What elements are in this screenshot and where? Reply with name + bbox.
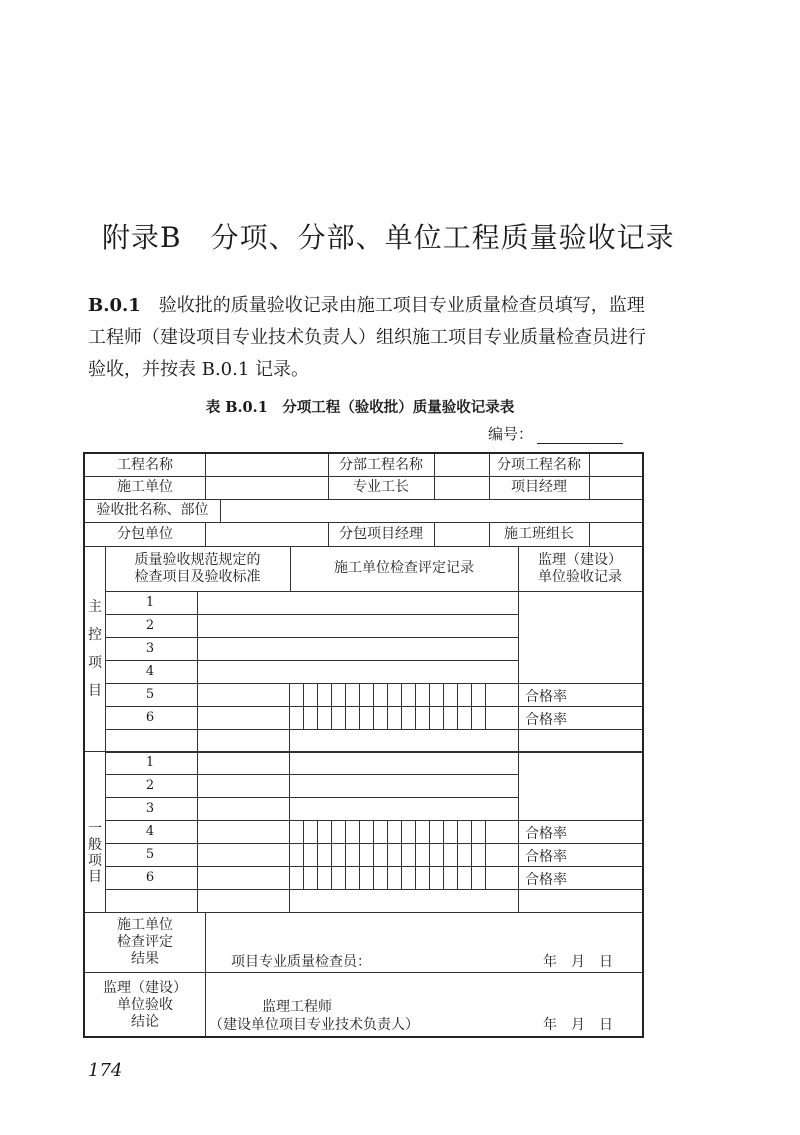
check-cell-divider [331, 706, 332, 729]
check-cell-divider [457, 866, 458, 889]
check-cell-divider [429, 820, 430, 843]
check-cell-divider [359, 683, 360, 706]
header-standard-line2: 检查项目及验收标准 [134, 568, 261, 585]
item-number: 6 [145, 870, 155, 885]
check-cell-divider [373, 820, 374, 843]
header-supervision-line2: 单位验收记录 [538, 568, 622, 585]
label-batch-name: 验收批名称、部位 [96, 502, 209, 518]
code-blank[interactable] [537, 429, 623, 444]
label-sub-manager: 分包项目经理 [339, 525, 423, 542]
item-number: 3 [145, 801, 155, 816]
pass-rate-label: 合格率 [525, 849, 567, 865]
paragraph [88, 290, 648, 386]
check-cell-divider [345, 820, 346, 843]
label-char: 项 [88, 655, 102, 671]
paragraph-text: 验收批的质量验收记录由施工项目专业质量检查员填写，监理工程师（建设项目专业技术负责人）组织施工项目专业质量检查员进行验收，并按表 B.0.1 记录。 [88, 295, 646, 380]
foreman-field[interactable] [434, 476, 489, 499]
team-leader-field[interactable] [589, 522, 642, 546]
check-cell-divider [317, 706, 318, 729]
result-label-line2: 检查评定 [117, 933, 173, 950]
header-record: 施工单位检查评定记录 [334, 560, 474, 576]
conclusion-label-line1: 监理（建设） [103, 979, 187, 996]
code-field [488, 423, 623, 444]
check-cell-divider [387, 843, 388, 866]
conclusion-date[interactable]: 年 月 日 [543, 1017, 613, 1033]
engineer-line1: 监理工程师 [262, 999, 332, 1015]
check-cell-divider [331, 866, 332, 889]
check-cell-divider [457, 706, 458, 729]
item-number: 5 [145, 847, 155, 862]
check-cell-divider [415, 706, 416, 729]
check-cell-divider [471, 866, 472, 889]
engineer-line2: （建设单位项目专业技术负责人） [209, 1017, 419, 1033]
subcontractor-field[interactable] [205, 522, 328, 546]
check-cell-divider [345, 683, 346, 706]
pass-rate-label: 合格率 [525, 712, 567, 728]
check-cell-divider [443, 820, 444, 843]
result-label-line1: 施工单位 [117, 916, 173, 933]
check-cell-divider [415, 866, 416, 889]
check-cell-divider [303, 706, 304, 729]
header-standard [105, 546, 290, 591]
check-cell-divider [429, 683, 430, 706]
check-cell-divider [345, 866, 346, 889]
page-number: 174 [88, 1060, 123, 1081]
inspector-label: 项目专业质量检查员： [231, 954, 371, 970]
check-cell-divider [485, 820, 486, 843]
batch-name-field[interactable] [220, 499, 642, 522]
item-number: 3 [145, 641, 155, 656]
construction-unit-field[interactable] [205, 476, 328, 499]
main-items-label [85, 593, 105, 705]
label-char: 目 [88, 683, 102, 699]
label-char: 一 [88, 821, 102, 837]
check-cell-divider [331, 820, 332, 843]
check-cell-divider [415, 820, 416, 843]
label-project-name: 工程名称 [117, 456, 173, 473]
check-cell-divider [429, 843, 430, 866]
check-cell-divider [359, 820, 360, 843]
check-cell-divider [401, 866, 402, 889]
check-cell-divider [317, 866, 318, 889]
code-label: 编号： [488, 425, 534, 443]
check-cell-divider [303, 843, 304, 866]
check-cell-divider [415, 683, 416, 706]
item-number: 5 [145, 687, 155, 702]
check-cell-divider [457, 820, 458, 843]
check-cell-divider [303, 820, 304, 843]
check-cell-divider [401, 820, 402, 843]
label-char: 控 [88, 627, 102, 643]
label-char: 目 [88, 869, 102, 885]
check-cell-divider [415, 843, 416, 866]
label-project-manager: 项目经理 [511, 479, 567, 495]
page-title: 附录B 分项、分部、单位工程质量验收记录 [102, 221, 675, 254]
item-number: 1 [145, 595, 155, 610]
label-team-leader: 施工班组长 [504, 525, 574, 542]
check-cell-divider [387, 683, 388, 706]
check-cell-divider [373, 706, 374, 729]
conclusion-label-line2: 单位验收 [117, 996, 173, 1013]
check-cell-divider [345, 843, 346, 866]
check-cell-divider [485, 706, 486, 729]
table-title: 表 B.0.1 分项工程（验收批）质量验收记录表 [205, 399, 515, 416]
label-subitem-name: 分项工程名称 [497, 456, 581, 473]
check-cell-divider [401, 706, 402, 729]
check-cell-divider [373, 843, 374, 866]
check-cell-divider [443, 706, 444, 729]
division-name-field[interactable] [434, 454, 489, 476]
paragraph-lead: B.0.1 [88, 295, 141, 316]
project-manager-field[interactable] [589, 476, 642, 499]
check-cell-divider [373, 866, 374, 889]
result-date[interactable]: 年 月 日 [543, 954, 613, 970]
check-cell-divider [429, 866, 430, 889]
conclusion-label-line3: 结论 [131, 1013, 159, 1030]
label-char: 主 [88, 599, 102, 615]
check-cell-divider [345, 706, 346, 729]
check-cell-divider [401, 683, 402, 706]
check-cell-divider [303, 683, 304, 706]
check-cell-divider [331, 843, 332, 866]
conclusion-label [85, 972, 205, 1038]
check-cell-divider [317, 820, 318, 843]
check-cell-divider [359, 843, 360, 866]
item-number: 2 [145, 778, 155, 793]
pass-rate-label: 合格率 [525, 689, 567, 705]
check-cell-divider [387, 706, 388, 729]
check-cell-divider [471, 820, 472, 843]
pass-rate-label: 合格率 [525, 872, 567, 888]
check-cell-divider [387, 866, 388, 889]
check-cell-divider [429, 706, 430, 729]
check-cell-divider [401, 843, 402, 866]
item-number: 4 [145, 664, 155, 679]
subitem-name-field[interactable] [589, 454, 642, 476]
check-cell-divider [471, 843, 472, 866]
check-cell-divider [457, 683, 458, 706]
header-supervision-line1: 监理（建设） [538, 551, 622, 568]
label-char: 项 [88, 853, 102, 869]
item-number: 4 [145, 824, 155, 839]
check-cell-divider [457, 843, 458, 866]
pass-rate-label: 合格率 [525, 826, 567, 842]
check-cell-divider [387, 820, 388, 843]
item-number: 6 [145, 710, 155, 725]
check-cell-divider [373, 683, 374, 706]
check-cell-divider [443, 866, 444, 889]
item-number: 1 [145, 755, 155, 770]
result-label-line3: 结果 [131, 950, 159, 967]
label-char: 般 [88, 837, 102, 853]
check-cell-divider [485, 683, 486, 706]
check-cell-divider [485, 843, 486, 866]
label-division-name: 分部工程名称 [339, 456, 423, 473]
check-cell-divider [317, 683, 318, 706]
sub-manager-field[interactable] [434, 522, 489, 546]
label-foreman: 专业工长 [353, 479, 409, 495]
header-standard-line1: 质量验收规范规定的 [134, 551, 261, 568]
check-cell-divider [485, 866, 486, 889]
check-cell-divider [471, 706, 472, 729]
label-subcontractor: 分包单位 [117, 525, 173, 542]
check-cell-divider [331, 683, 332, 706]
item-number: 2 [145, 618, 155, 633]
general-items-label [85, 821, 105, 885]
check-cell-divider [359, 706, 360, 729]
check-cell-divider [471, 683, 472, 706]
header-supervision [518, 546, 642, 591]
project-name-field[interactable] [205, 454, 328, 476]
result-label [85, 912, 205, 972]
check-cell-divider [443, 683, 444, 706]
check-cell-divider [443, 843, 444, 866]
record-table [83, 452, 644, 1038]
check-cell-divider [359, 866, 360, 889]
check-cell-divider [317, 843, 318, 866]
check-cell-divider [303, 866, 304, 889]
label-construction-unit: 施工单位 [117, 479, 173, 495]
